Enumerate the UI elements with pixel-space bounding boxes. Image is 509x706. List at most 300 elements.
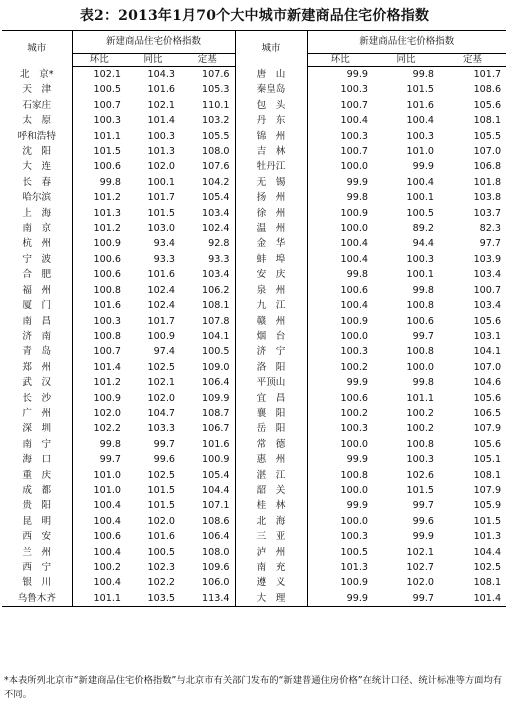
mom-cell: 101.2: [72, 375, 126, 390]
yoy-cell: 93.4: [153, 238, 175, 250]
city-cell: 丹 东: [235, 113, 307, 128]
table-row: [2, 452, 506, 467]
mom-cell: 100.4: [72, 545, 126, 560]
base-cell: 103.2: [202, 115, 230, 127]
yoy-cell: 99.8: [412, 284, 435, 296]
yoy-cell: 100.3: [406, 130, 435, 142]
yoy-cell: 102.7: [406, 562, 435, 573]
city-cell: 厦 门: [22, 300, 52, 312]
yoy-cell: 101.5: [406, 484, 435, 496]
mom-cell: 100.6: [72, 529, 126, 544]
yoy-cell: 100.2: [406, 407, 435, 419]
base-cell: 106.7: [202, 423, 230, 435]
mom-cell: 101.3: [307, 560, 373, 575]
mom-cell: 101.1: [72, 591, 126, 607]
table-row: [2, 67, 506, 83]
yoy-cell: 102.6: [406, 469, 435, 481]
city-cell: 韶 关: [235, 483, 307, 498]
city-cell: 呼和浩特: [17, 130, 56, 142]
city-cell: 太 原: [22, 115, 52, 127]
base-cell: 104.6: [473, 377, 502, 389]
mom-cell: 100.0: [307, 159, 373, 174]
mom-cell: 100.3: [72, 113, 126, 128]
mom-cell: 100.2: [72, 560, 126, 575]
base-cell: 105.6: [473, 438, 502, 450]
base-cell: 100.5: [202, 346, 230, 358]
yoy-cell: 100.8: [406, 346, 435, 358]
table-title: 表2：2013年1月70个大中城市新建商品住宅价格指数: [79, 8, 430, 24]
city-cell: 宜 昌: [235, 391, 307, 406]
table-row: [2, 591, 506, 607]
yoy-cell: 100.3: [406, 454, 435, 466]
base-cell: 103.8: [473, 192, 502, 204]
table-row: [2, 159, 506, 174]
yoy-cell: 99.7: [412, 500, 435, 512]
base-cell: 97.7: [479, 238, 502, 250]
yoy-cell: 101.7: [147, 192, 175, 204]
mom-cell: 99.8: [72, 437, 126, 452]
base-cell: 101.6: [202, 438, 230, 450]
mom-cell: 100.6: [72, 267, 126, 282]
city-cell: 大 连: [22, 161, 52, 173]
base-cell: 108.6: [202, 515, 230, 527]
mom-cell: 100.3: [307, 129, 373, 144]
price-index-table: [2, 30, 506, 607]
base-cell: 104.4: [202, 484, 230, 496]
city-cell: 上 海: [22, 207, 52, 219]
base-cell: 104.1: [473, 346, 502, 358]
base-cell: 108.0: [202, 546, 230, 558]
yoy-cell: 100.3: [147, 130, 175, 142]
table-row: [2, 391, 506, 406]
yoy-cell: 101.4: [147, 115, 175, 127]
base-cell: 104.1: [202, 330, 230, 342]
yoy-cell: 99.7: [373, 591, 439, 607]
city-cell: 烟 台: [235, 329, 307, 344]
yoy-cell: 100.1: [406, 269, 435, 281]
table-row: [2, 298, 506, 313]
city-cell: 兰 州: [22, 546, 52, 558]
table-body: [2, 67, 506, 607]
mom-cell: 100.4: [72, 575, 126, 590]
table-row: [2, 529, 506, 544]
yoy-cell: 100.2: [406, 423, 435, 435]
yoy-cell: 100.0: [406, 361, 435, 373]
yoy-cell: 102.2: [147, 577, 175, 589]
yoy-cell: 99.6: [153, 454, 175, 466]
yoy-cell: 97.4: [153, 346, 175, 358]
base-cell: 105.4: [202, 469, 230, 481]
yoy-cell: 103.0: [147, 223, 175, 235]
base-cell: 105.6: [473, 315, 502, 327]
city-cell: 秦皇岛: [235, 82, 307, 97]
city-cell: 三 亚: [235, 529, 307, 544]
yoy-cell: 101.1: [406, 392, 435, 404]
yoy-cell: 99.9: [412, 531, 435, 543]
yoy-cell: 101.7: [147, 315, 175, 327]
yoy-cell: 99.7: [153, 438, 175, 450]
base-cell: 107.9: [473, 423, 502, 435]
table-row: [2, 98, 506, 113]
base-cell: 102.4: [202, 223, 230, 235]
yoy-cell: 102.0: [406, 577, 435, 589]
mom-cell: 99.7: [72, 452, 126, 467]
base-cell: 108.1: [473, 577, 502, 589]
yoy-cell: 93.3: [153, 253, 175, 265]
mom-cell: 100.8: [72, 329, 126, 344]
city-cell: 大 理: [235, 591, 307, 607]
mom-cell: 100.3: [307, 529, 373, 544]
base-cell: 107.9: [473, 484, 502, 496]
base-cell: 108.1: [202, 300, 230, 312]
yoy-cell: 101.5: [147, 207, 175, 219]
mom-cell: 101.2: [72, 190, 126, 205]
city-cell: 吉 林: [235, 144, 307, 159]
mom-cell: 99.9: [307, 67, 373, 83]
yoy-cell: 100.4: [406, 115, 435, 127]
mom-cell: 100.9: [307, 314, 373, 329]
yoy-cell: 100.1: [406, 192, 435, 204]
yoy-cell: 100.5: [147, 546, 175, 558]
city-cell: 福 州: [22, 284, 52, 296]
base-cell: 103.4: [202, 269, 230, 281]
base-cell: 107.1: [202, 500, 230, 512]
yoy-cell: 100.8: [406, 300, 435, 312]
mom-cell: 99.9: [307, 175, 373, 190]
mom-cell: 101.5: [72, 144, 126, 159]
mom-cell: 100.4: [72, 498, 126, 513]
yoy-cell: 94.4: [412, 238, 435, 250]
mom-cell: 99.9: [307, 375, 373, 390]
base-cell: 106.0: [202, 577, 230, 589]
table-row: [2, 360, 506, 375]
mom-cell: 100.7: [307, 144, 373, 159]
yoy-cell: 102.4: [147, 284, 175, 296]
yoy-cell: 101.5: [406, 84, 435, 96]
base-cell: 109.6: [202, 562, 230, 573]
city-cell: 金 华: [235, 236, 307, 251]
base-cell: 93.3: [208, 253, 230, 265]
yoy-cell: 101.6: [147, 84, 175, 96]
city-cell: 岳 阳: [235, 421, 307, 436]
city-cell: 锦 州: [235, 129, 307, 144]
table-row: [2, 560, 506, 575]
table-row: [2, 406, 506, 421]
city-cell: 北 海: [235, 514, 307, 529]
yoy-cell: 102.4: [147, 300, 175, 312]
yoy-cell: 100.9: [147, 330, 175, 342]
table-row: [2, 144, 506, 159]
city-cell: 温 州: [235, 221, 307, 236]
yoy-cell: 89.2: [412, 223, 435, 235]
mom-cell: 101.4: [72, 360, 126, 375]
mom-cell: 100.4: [307, 298, 373, 313]
base-cell: 82.3: [479, 223, 502, 235]
base-cell: 105.5: [202, 130, 230, 142]
city-cell: 泉 州: [235, 283, 307, 298]
table-row: [2, 175, 506, 190]
yoy-cell: 101.6: [147, 531, 175, 543]
table-row: [2, 236, 506, 251]
city-cell: 沈 阳: [22, 146, 52, 158]
city-cell: 遵 义: [235, 575, 307, 590]
base-cell: 108.1: [473, 469, 502, 481]
city-cell: 深 圳: [22, 423, 52, 435]
city-cell: 九 江: [235, 298, 307, 313]
mom-cell: 100.0: [307, 437, 373, 452]
mom-cell: 100.7: [307, 98, 373, 113]
table-row: [2, 129, 506, 144]
yoy-cell: 102.5: [147, 361, 175, 373]
mom-cell: 100.4: [307, 113, 373, 128]
yoy-cell: 101.5: [147, 500, 175, 512]
table-row: [2, 421, 506, 436]
city-cell: 南 宁: [22, 438, 52, 450]
base-cell: 102.5: [473, 562, 502, 573]
base-cell: 101.5: [473, 515, 502, 527]
yoy-cell: 100.1: [147, 176, 175, 188]
base-cell: 110.1: [202, 99, 230, 111]
city-cell: 赣 州: [235, 314, 307, 329]
city-cell: 北 京*: [19, 68, 54, 80]
mom-cell: 100.3: [307, 344, 373, 359]
base-cell: 106.4: [202, 531, 230, 543]
city-cell: 昆 明: [22, 515, 52, 527]
city-cell: 牡丹江: [235, 159, 307, 174]
city-cell: 襄 阳: [235, 406, 307, 421]
base-cell: 105.1: [473, 454, 502, 466]
city-cell: 包 头: [235, 98, 307, 113]
yoy-cell: 101.0: [406, 146, 435, 158]
mom-cell: 100.5: [307, 545, 373, 560]
mom-cell: 101.6: [72, 298, 126, 313]
base-cell: 101.3: [473, 531, 502, 543]
table-row: [2, 575, 506, 590]
table-row: [2, 498, 506, 513]
base-cell: 100.9: [202, 454, 230, 466]
yoy-cell: 99.8: [412, 69, 435, 80]
mom-cell: 100.7: [72, 98, 126, 113]
base-cell: 109.9: [202, 392, 230, 404]
mom-cell: 100.8: [72, 283, 126, 298]
city-cell: 扬 州: [235, 190, 307, 205]
base-cell: 107.6: [202, 161, 230, 173]
footnote: *本表所列北京市“新建商品住宅价格指数”与北京市有关部门发布的“新建普通住房价格”在统计口径、统计标准等方面均有不同。: [4, 675, 503, 700]
city-cell: 泸 州: [235, 545, 307, 560]
mom-cell: 100.3: [307, 82, 373, 97]
mom-cell: 100.6: [72, 159, 126, 174]
city-cell: 乌鲁木齐: [2, 591, 72, 607]
city-cell: 唐 山: [235, 67, 307, 83]
mom-cell: 101.2: [72, 221, 126, 236]
base-cell: 106.4: [202, 377, 230, 389]
mom-cell: 100.4: [307, 252, 373, 267]
base-cell: 101.4: [439, 591, 506, 607]
table-row: [2, 113, 506, 128]
base-cell: 103.7: [473, 207, 502, 219]
city-cell: 成 都: [22, 484, 52, 496]
yoy-cell: 101.6: [147, 269, 175, 281]
yoy-cell: 100.6: [406, 315, 435, 327]
mom-cell: 100.0: [307, 221, 373, 236]
mom-cell: 99.8: [72, 175, 126, 190]
base-cell: 103.1: [473, 330, 502, 342]
yoy-header-right: 同比: [373, 54, 439, 67]
index-group-header-right: 新建商品住宅价格指数: [307, 31, 506, 54]
base-cell: 107.8: [202, 315, 230, 327]
base-cell: 103.9: [473, 253, 502, 265]
base-cell: 113.4: [180, 591, 235, 607]
base-cell: 106.5: [473, 407, 502, 419]
city-cell: 西 宁: [22, 562, 52, 573]
mom-cell: 100.9: [72, 391, 126, 406]
yoy-cell: 102.0: [147, 515, 175, 527]
table-row: [2, 252, 506, 267]
base-cell: 103.4: [202, 207, 230, 219]
city-cell: 桂 林: [235, 498, 307, 513]
city-cell: 南 昌: [22, 315, 52, 327]
base-cell: 92.8: [208, 238, 230, 250]
base-cell: 105.6: [473, 99, 502, 111]
base-cell: 107.6: [202, 69, 230, 80]
city-cell: 无 锡: [235, 175, 307, 190]
city-cell: 惠 州: [235, 452, 307, 467]
index-group-header-left: 新建商品住宅价格指数: [72, 31, 235, 54]
table-row: [2, 314, 506, 329]
city-cell: 长 沙: [22, 392, 52, 404]
base-cell: 105.3: [202, 84, 230, 96]
city-cell: 蚌 埠: [235, 252, 307, 267]
city-cell: 青 岛: [22, 346, 52, 358]
yoy-cell: 101.3: [147, 146, 175, 158]
base-cell: 108.0: [202, 146, 230, 158]
city-header-left: 城市: [2, 31, 72, 67]
mom-cell: 102.1: [72, 67, 126, 83]
mom-header-left: 环比: [72, 54, 126, 67]
mom-cell: 100.4: [307, 236, 373, 251]
base-cell: 104.4: [473, 546, 502, 558]
table-row: [2, 437, 506, 452]
mom-cell: 102.2: [72, 421, 126, 436]
yoy-cell: 100.5: [406, 207, 435, 219]
base-cell: 109.0: [202, 361, 230, 373]
city-header-right: 城市: [235, 31, 307, 67]
city-cell: 洛 阳: [235, 360, 307, 375]
yoy-cell: 101.6: [406, 99, 435, 111]
yoy-cell: 102.5: [147, 469, 175, 481]
base-cell: 108.1: [473, 115, 502, 127]
yoy-cell: 99.6: [412, 515, 435, 527]
mom-header-right: 环比: [307, 54, 373, 67]
city-cell: 哈尔滨: [22, 192, 52, 204]
yoy-cell: 104.7: [147, 407, 175, 419]
yoy-cell: 99.7: [412, 330, 435, 342]
mom-cell: 100.2: [307, 406, 373, 421]
mom-cell: 100.4: [72, 514, 126, 529]
base-cell: 105.4: [202, 192, 230, 204]
table-row: [2, 221, 506, 236]
base-cell: 108.6: [473, 84, 502, 96]
yoy-cell: 101.5: [147, 484, 175, 496]
mom-cell: 99.9: [307, 591, 373, 607]
table-row: [2, 468, 506, 483]
mom-cell: 101.1: [72, 129, 126, 144]
mom-cell: 100.0: [307, 514, 373, 529]
yoy-cell: 100.8: [406, 438, 435, 450]
city-cell: 海 口: [22, 454, 52, 466]
base-cell: 101.8: [473, 176, 502, 188]
yoy-cell: 102.1: [147, 99, 175, 111]
yoy-cell: 99.8: [412, 377, 435, 389]
city-cell: 杭 州: [22, 238, 52, 250]
city-cell: 石家庄: [22, 99, 52, 111]
mom-cell: 100.0: [307, 483, 373, 498]
city-cell: 合 肥: [22, 269, 52, 281]
mom-cell: 99.9: [307, 452, 373, 467]
base-cell: 107.0: [473, 361, 502, 373]
mom-cell: 101.0: [72, 483, 126, 498]
table-row: [2, 82, 506, 97]
city-cell: 长 春: [22, 176, 52, 188]
city-cell: 南 京: [22, 223, 52, 235]
base-cell: 105.5: [473, 130, 502, 142]
city-cell: 湛 江: [235, 468, 307, 483]
mom-cell: 100.7: [72, 344, 126, 359]
table-row: [2, 344, 506, 359]
city-cell: 银 川: [22, 577, 52, 589]
table-row: [2, 329, 506, 344]
mom-cell: 100.0: [307, 329, 373, 344]
mom-cell: 100.3: [307, 421, 373, 436]
table-row: [2, 545, 506, 560]
mom-cell: 101.0: [72, 468, 126, 483]
table-row: [2, 283, 506, 298]
base-cell: 104.2: [202, 176, 230, 188]
table-row: [2, 206, 506, 221]
mom-cell: 100.9: [307, 575, 373, 590]
city-cell: 济 宁: [235, 344, 307, 359]
city-cell: 常 德: [235, 437, 307, 452]
table-row: [2, 267, 506, 282]
mom-cell: 100.9: [307, 206, 373, 221]
base-header-right: 定基: [439, 54, 506, 67]
mom-cell: 100.2: [307, 360, 373, 375]
base-cell: 101.7: [473, 69, 502, 80]
base-cell: 103.4: [473, 269, 502, 281]
mom-cell: 102.0: [72, 406, 126, 421]
yoy-header-left: 同比: [126, 54, 180, 67]
city-cell: 安 庆: [235, 267, 307, 282]
mom-cell: 100.9: [72, 236, 126, 251]
base-cell: 107.0: [473, 146, 502, 158]
yoy-cell: 103.3: [147, 423, 175, 435]
base-cell: 105.6: [473, 392, 502, 404]
base-cell: 106.2: [202, 284, 230, 296]
mom-cell: 101.3: [72, 206, 126, 221]
yoy-cell: 100.3: [406, 253, 435, 265]
mom-cell: 100.6: [307, 283, 373, 298]
city-cell: 武 汉: [22, 377, 52, 389]
yoy-cell: 102.0: [147, 161, 175, 173]
yoy-cell: 102.3: [147, 562, 175, 573]
city-cell: 徐 州: [235, 206, 307, 221]
city-cell: 贵 阳: [22, 500, 52, 512]
mom-cell: 100.6: [307, 391, 373, 406]
base-cell: 103.4: [473, 300, 502, 312]
city-cell: 济 南: [22, 330, 52, 342]
base-cell: 106.8: [473, 161, 502, 173]
yoy-cell: 99.9: [412, 161, 435, 173]
